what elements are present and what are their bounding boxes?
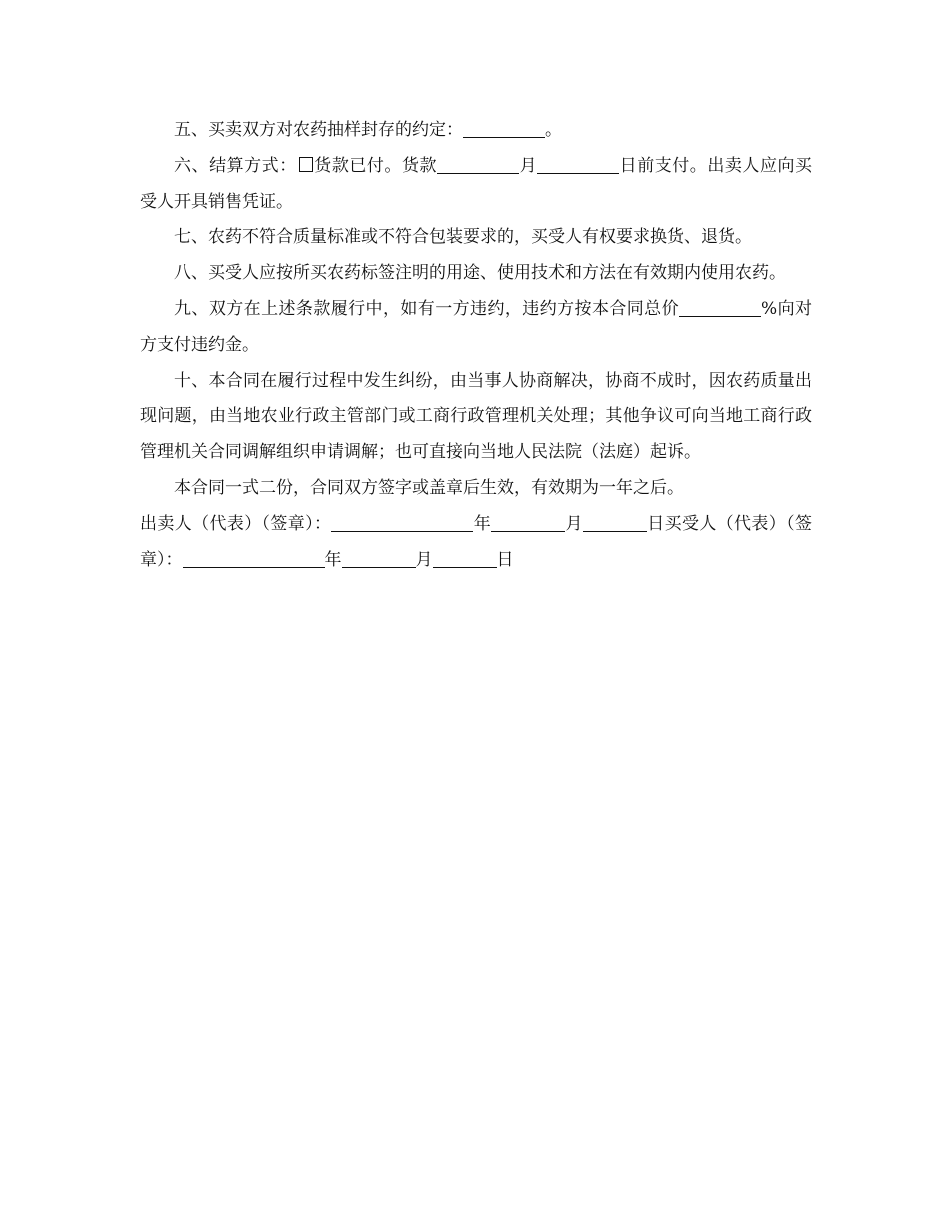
- seller-month-label: 月: [565, 513, 583, 534]
- penalty-percent-blank[interactable]: [679, 296, 761, 317]
- buyer-day-blank[interactable]: [433, 547, 497, 568]
- clause-7: 七、农药不符合质量标准或不符合包装要求的，买受人有权要求换货、退货。: [174, 227, 752, 248]
- clause-8: 八、买受人应按所买农药标签注明的用途、使用技术和方法在有效期内使用农药。: [174, 263, 786, 284]
- clause-9: [140, 292, 812, 364]
- clause-10: 十、本合同在履行过程中发生纠纷，由当事人协商解决，协商不成时，因农药质量出现问题，由当地农业行政主管部门或工商行政管理机关处理；其他争议可向当地工商行政管理机关合同调解组织申请调解；也可直接向当地人民法院（法庭）起诉。: [140, 370, 812, 463]
- sample-sealing-blank[interactable]: [463, 117, 545, 138]
- clause-5-end: 。: [545, 120, 562, 140]
- seller-year-label: 年: [473, 513, 492, 534]
- paid-checkbox[interactable]: [299, 157, 313, 172]
- buyer-signature-blank[interactable]: [183, 547, 325, 568]
- clause-6-tail: 日前支付。出卖人应向买受人开具销售凭证。: [140, 155, 813, 212]
- seller-day-blank[interactable]: [583, 511, 647, 532]
- clause-5-text: 五、买卖双方对农药抽样封存的约定：: [174, 120, 463, 140]
- payment-day-blank[interactable]: [537, 153, 619, 174]
- buyer-month-blank[interactable]: [342, 547, 416, 568]
- payment-month-blank[interactable]: [437, 153, 519, 174]
- clause-6-paid-text: 货款已付。货款: [313, 155, 438, 176]
- signature-block: [140, 507, 812, 579]
- buyer-signature-label: 日买受人（代表）（签章）：: [140, 513, 813, 570]
- seller-signature-label: 出卖人（代表）（签章）：: [140, 513, 332, 534]
- clause-9-text: 九、双方在上述条款履行中，如有一方违约，违约方按本合同总价: [174, 298, 680, 319]
- contract-page: [140, 113, 812, 578]
- clause-5: [140, 113, 812, 149]
- buyer-month-label: 月: [415, 549, 433, 570]
- clause-6: [140, 149, 812, 221]
- seller-signature-blank[interactable]: [331, 511, 473, 532]
- buyer-day-label: 日: [496, 549, 514, 570]
- buyer-year-label: 年: [324, 549, 342, 570]
- clause-6-month-label: 月: [519, 155, 538, 176]
- seller-month-blank[interactable]: [491, 511, 565, 532]
- clause-6-text: 六、结算方式：: [174, 155, 297, 176]
- closing-clause: 本合同一式二份，合同双方签字或盖章后生效，有效期为一年之后。: [174, 477, 684, 498]
- clause-9-tail: %向对方支付违约金。: [140, 298, 812, 355]
